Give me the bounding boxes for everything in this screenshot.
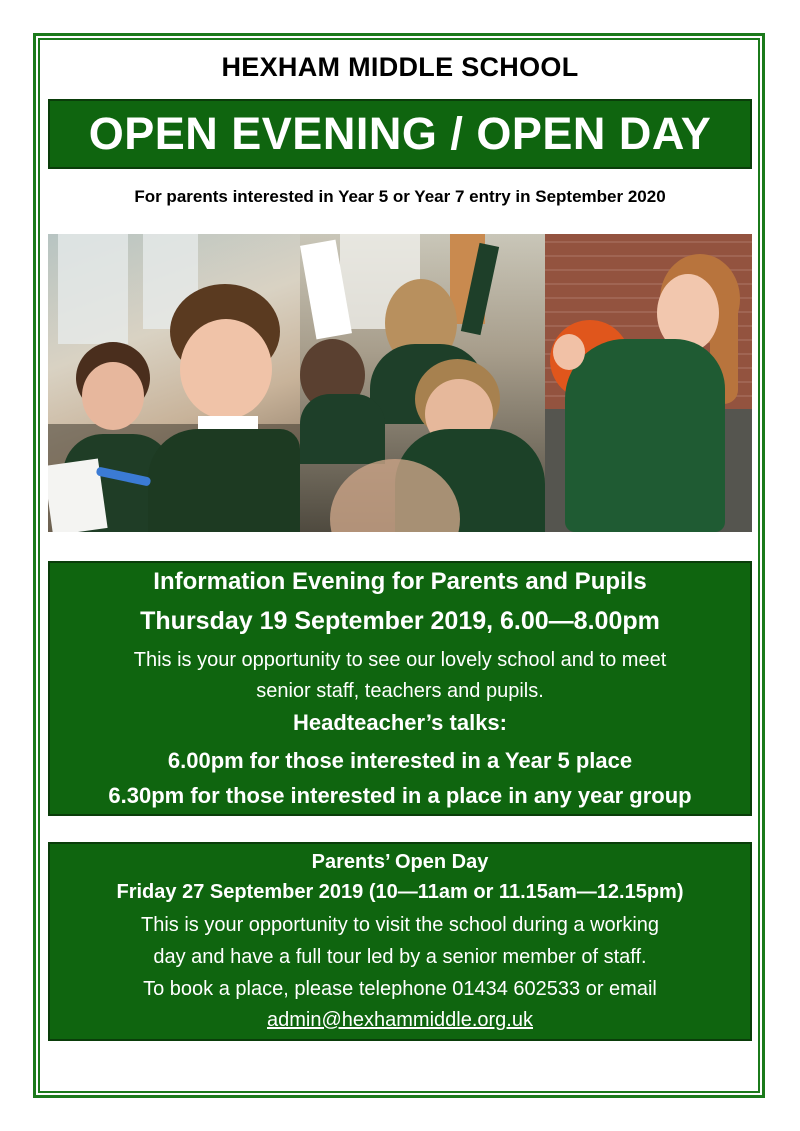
school-name: HEXHAM MIDDLE SCHOOL [221,52,579,82]
headteacher-talks-heading: Headteacher’s talks: [293,710,507,735]
information-evening-description-2: senior staff, teachers and pupils. [256,680,544,702]
information-evening-heading: Information Evening for Parents and Pupils [153,568,647,595]
information-evening-description-1: This is your opportunity to see our lovely school and to meet [133,649,667,671]
open-day-heading: Parents’ Open Day [311,851,489,873]
photo-girl-with-ball [545,234,752,532]
photo-collage [48,234,752,532]
subtitle: For parents interested in Year 5 or Year 7 entry in September 2020 [134,187,666,206]
open-day-date: Friday 27 September 2019 (10—11am or 11.15am—12.15pm) [116,881,684,903]
page-title: OPEN EVENING / OPEN DAY [88,108,712,159]
talk-any-year: 6.30pm for those interested in a place in any year group [108,783,692,808]
information-evening-date: Thursday 19 September 2019, 6.00—8.00pm [140,607,660,635]
open-day-box [48,842,752,1041]
open-day-description-2: day and have a full tour led by a senior member of staff. [153,946,647,968]
information-evening-box [48,561,752,816]
open-day-description-1: This is your opportunity to visit the school during a working [140,914,660,936]
photo-pupils-raising-hands [300,234,545,532]
talk-year-5: 6.00pm for those interested in a Year 5 place [167,748,633,773]
email-link[interactable]: admin@hexhammiddle.org.uk [267,1009,533,1031]
title-banner [48,99,752,169]
photo-boys-writing [48,234,300,532]
booking-info: To book a place, please telephone 01434 602533 or email [143,978,657,1000]
